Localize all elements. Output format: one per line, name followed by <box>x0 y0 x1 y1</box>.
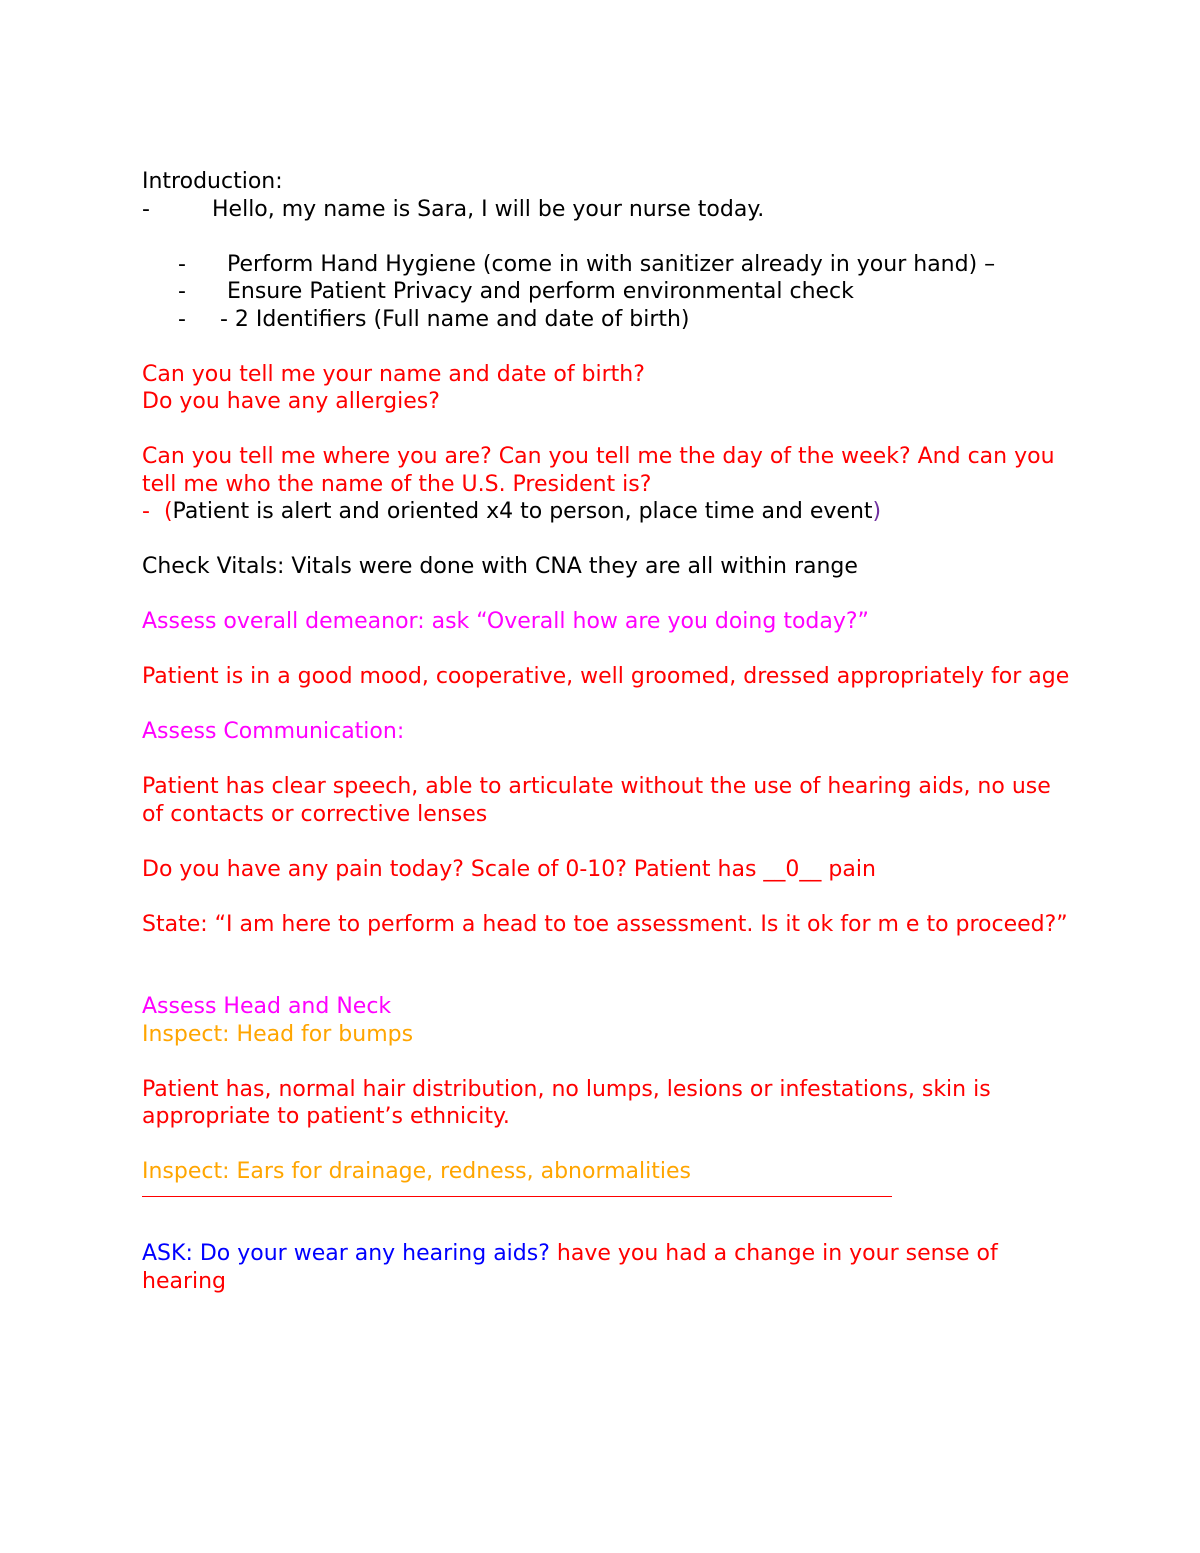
pain-question: Do you have any pain today? Scale of 0-10? Patient has __0__ pain <box>142 856 876 882</box>
bullet-dash: - <box>178 251 186 277</box>
step-text: Ensure Patient Privacy and perform environmental check <box>220 279 854 304</box>
step-text: Perform Hand Hygiene (come in with sanitizer already in your hand) – <box>220 251 996 277</box>
allergy-question: Do you have any allergies? <box>142 389 440 414</box>
demeanor-finding: Patient is in a good mood, cooperative, well groomed, dressed appropriately for age <box>142 664 1070 689</box>
paren-open: ( <box>163 499 173 524</box>
step-identifiers <box>142 306 1072 334</box>
inspect-head: Inspect: Head for bumps <box>142 1021 414 1047</box>
greeting-line <box>142 196 1072 224</box>
inspect-ears: Inspect: Ears for drainage, redness, abnormalities <box>142 1159 691 1184</box>
communication-finding: Patient has clear speech, able to articulate without the use of hearing aids, no use of contacts or corrective lenses <box>142 774 1051 827</box>
head-neck-heading: Assess Head and Neck <box>142 994 392 1019</box>
communication-heading: Assess Communication: <box>142 719 405 744</box>
step-hand-hygiene <box>142 251 1072 279</box>
consent-statement: State: “I am here to perform a head to toe assessment. Is it ok for m e to proceed?” <box>142 911 1068 937</box>
identity-question: Can you tell me your name and date of birth? <box>142 361 645 387</box>
bullet-dash: - <box>142 196 150 222</box>
head-finding: Patient has, normal hair distribution, no lumps, lesions or infestations, skin is appropriate to patient’s ethnicity. <box>142 1076 991 1129</box>
document-body <box>142 168 1072 1295</box>
hearing-question <box>142 1240 1072 1295</box>
paren-close: ) <box>872 499 882 524</box>
hearing-ask: ASK: Do your wear any hearing aids? <box>142 1241 550 1266</box>
vitals-note: Check Vitals: Vitals were done with CNA they are all within range <box>142 554 858 579</box>
bullet-dash: - <box>142 499 150 524</box>
step-text: - 2 Identifiers (Full name and date of birth) <box>220 306 690 332</box>
orientation-result <box>142 498 1072 526</box>
bullet-dash: - <box>178 279 186 304</box>
introduction-heading: Introduction: <box>142 169 283 194</box>
bullet-dash: - <box>178 306 186 332</box>
orientation-result-text: Patient is alert and oriented x4 to person, place time and event <box>172 499 873 524</box>
hearing-follow-up: have you had a change in your sense of hearing <box>142 1241 998 1294</box>
demeanor-heading: Assess overall demeanor: ask “Overall how are you doing today?” <box>142 609 869 634</box>
horizontal-rule <box>142 1196 892 1197</box>
orientation-question: Can you tell me where you are? Can you tell me the day of the week? And can you tell me who the name of the U.S. President is? <box>142 444 1055 497</box>
greeting-text: Hello, my name is Sara, I will be your nurse today. <box>212 196 765 222</box>
step-privacy <box>142 278 1072 306</box>
